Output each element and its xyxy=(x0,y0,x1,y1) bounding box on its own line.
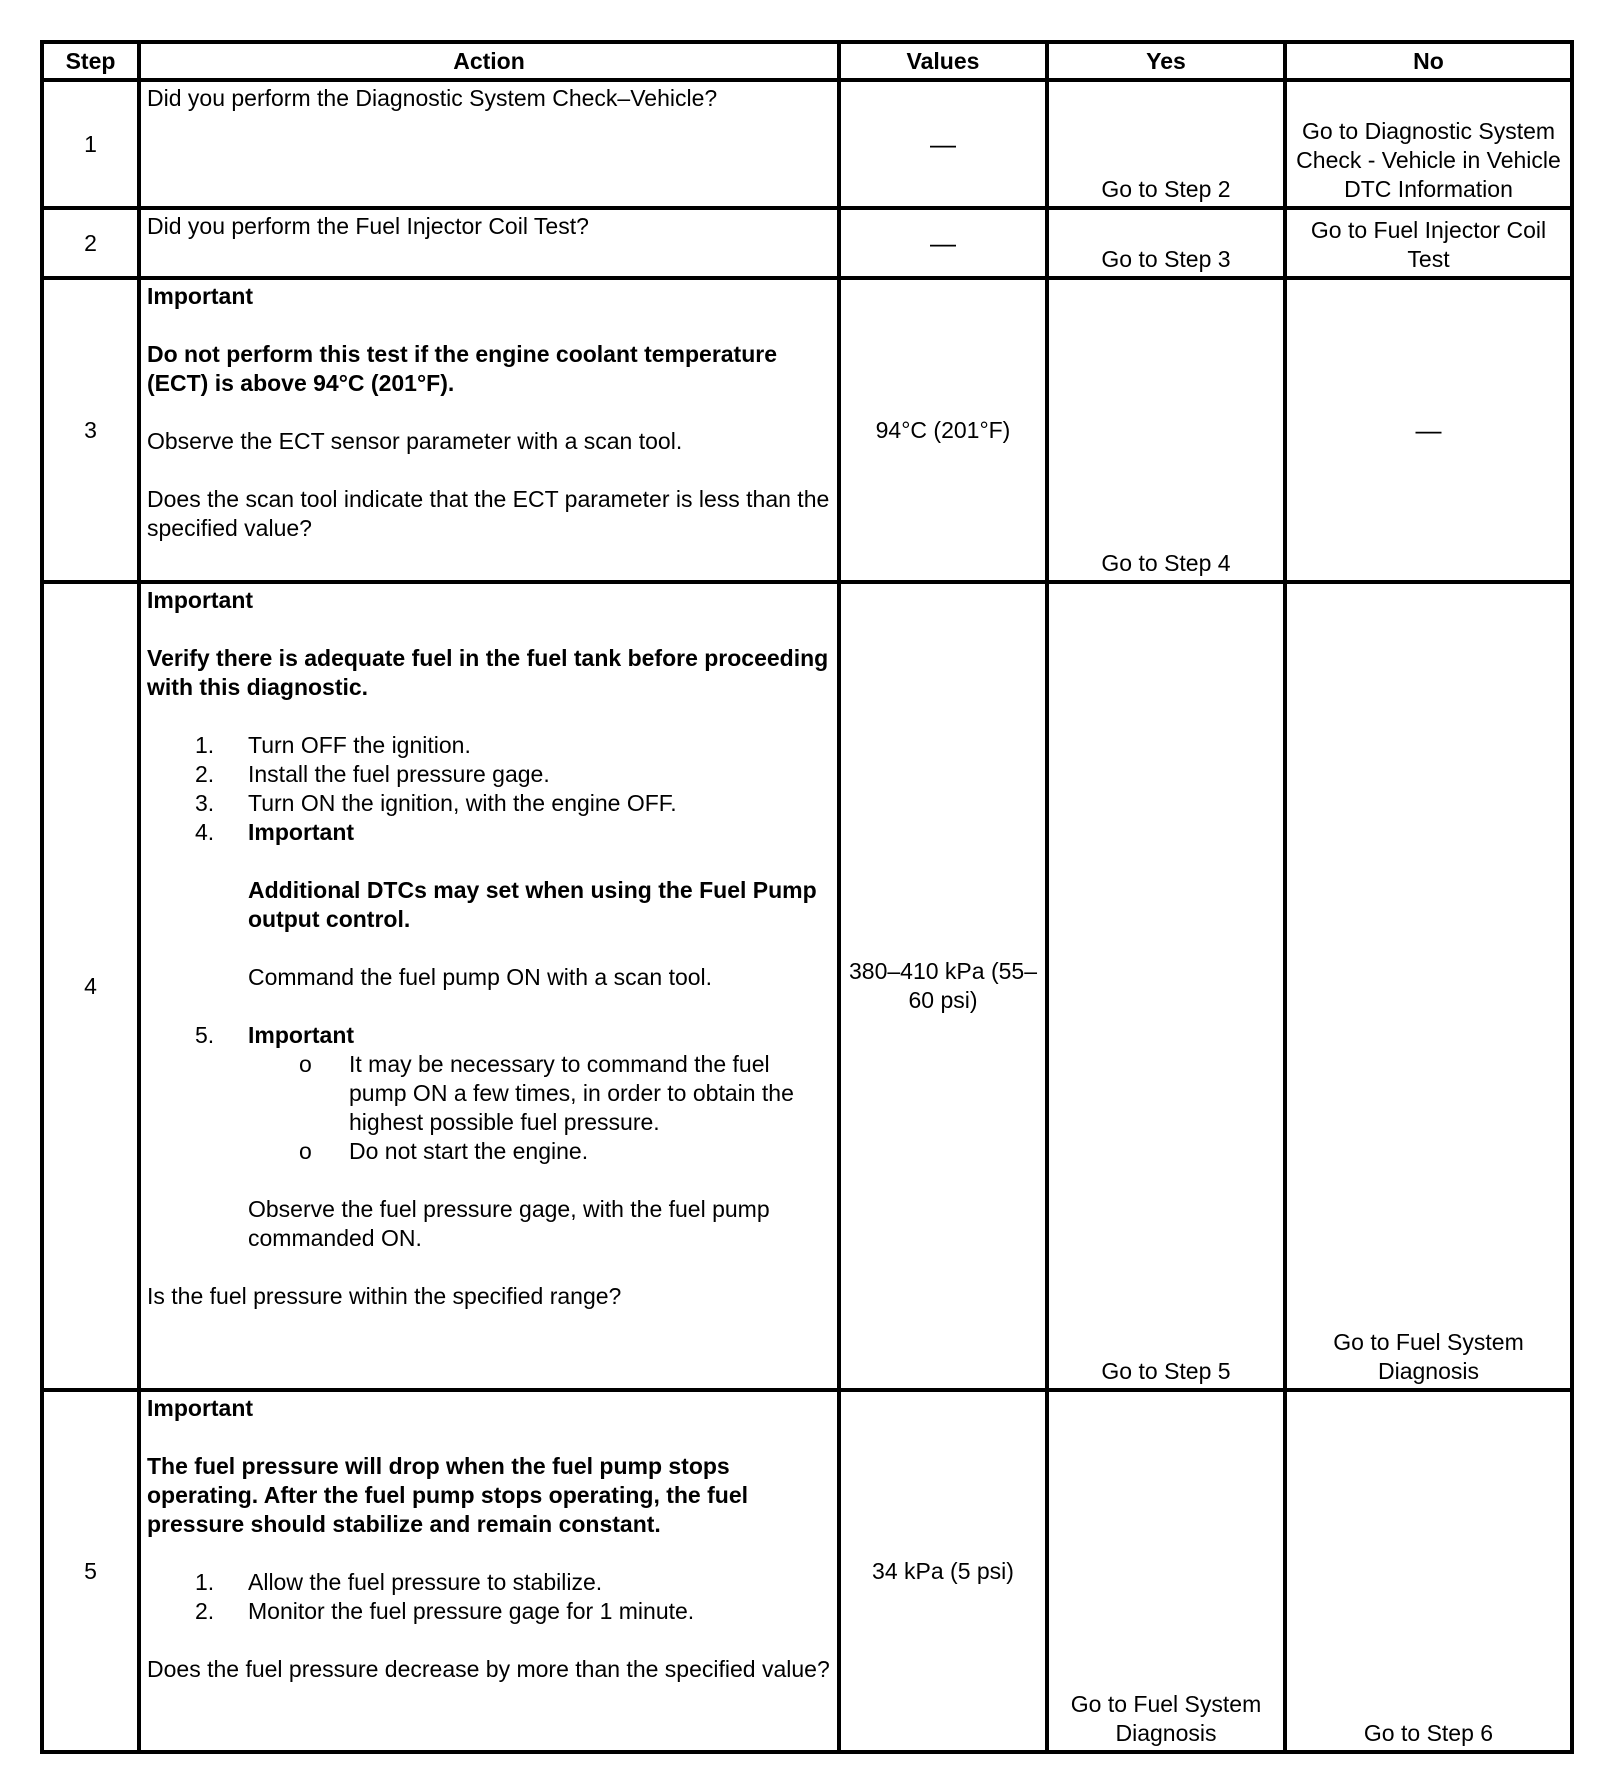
substep-list xyxy=(147,731,831,1253)
substep-number: 2. xyxy=(195,1598,215,1624)
warning-text: Verify there is adequate fuel in the fuel tank before proceeding with this diagnostic. xyxy=(147,645,829,700)
substep-text: Monitor the fuel pressure gage for 1 minute. xyxy=(248,1598,695,1624)
substep-text: Allow the fuel pressure to stabilize. xyxy=(248,1569,603,1595)
list-item xyxy=(147,760,831,789)
value-cell: 34 kPa (5 psi) xyxy=(839,1390,1047,1752)
no-cell: Go to Step 6 xyxy=(1285,1390,1572,1752)
no-cell: — xyxy=(1285,278,1572,582)
substep-number: 1. xyxy=(195,1569,215,1595)
substep-number: 3. xyxy=(195,790,215,816)
action-cell xyxy=(139,278,839,582)
important-label: Important xyxy=(147,283,254,309)
bullet-text: It may be necessary to command the fuel pump ON a few times, in order to obtain the highest possible fuel pressure. xyxy=(349,1051,794,1135)
action-cell xyxy=(139,208,839,278)
value-cell: — xyxy=(839,80,1047,208)
list-item xyxy=(147,1021,831,1253)
header-yes: Yes xyxy=(1047,42,1285,80)
no-cell: Go to Fuel Injector Coil Test xyxy=(1285,208,1572,278)
warning-text: The fuel pressure will drop when the fuel pump stops operating. After the fuel pump stops operating, the fuel pressure should stabilize and remain constant. xyxy=(147,1453,748,1537)
step-number: 5 xyxy=(42,1390,139,1752)
substep-number: 5. xyxy=(195,1022,215,1048)
step-number: 3 xyxy=(42,278,139,582)
list-item xyxy=(147,731,831,760)
bullet-mark: o xyxy=(299,1051,312,1077)
step-number: 2 xyxy=(42,208,139,278)
yes-cell: Go to Step 3 xyxy=(1047,208,1285,278)
value-cell: 94°C (201°F) xyxy=(839,278,1047,582)
action-cell xyxy=(139,80,839,208)
substep-text: Observe the fuel pressure gage, with the fuel pump commanded ON. xyxy=(248,1196,770,1251)
important-label: Important xyxy=(248,819,355,845)
warning-text: Do not perform this test if the engine coolant temperature (ECT) is above 94°C (201°F). xyxy=(147,341,778,396)
header-no: No xyxy=(1285,42,1572,80)
question-text: Does the fuel pressure decrease by more than the specified value? xyxy=(147,1656,830,1682)
yes-cell: Go to Step 4 xyxy=(1047,278,1285,582)
table-row xyxy=(42,582,1572,1390)
list-item xyxy=(147,1568,831,1597)
value-cell: 380–410 kPa (55–60 psi) xyxy=(839,582,1047,1390)
bullet-item xyxy=(248,1137,831,1166)
table-row xyxy=(42,278,1572,582)
header-step: Step xyxy=(42,42,139,80)
substep-number: 4. xyxy=(195,819,215,845)
table-row xyxy=(42,80,1572,208)
action-cell xyxy=(139,1390,839,1752)
substep-text: Turn ON the ignition, with the engine OFF. xyxy=(248,790,677,816)
action-cell xyxy=(139,582,839,1390)
header-row xyxy=(42,42,1572,80)
important-label: Important xyxy=(248,1022,355,1048)
bullet-item xyxy=(248,1050,831,1137)
bullet-mark: o xyxy=(299,1138,312,1164)
substep-text: Command the fuel pump ON with a scan tool. xyxy=(248,964,713,990)
substep-list xyxy=(147,1568,831,1626)
bullet-text: Do not start the engine. xyxy=(349,1138,589,1164)
substep-text: Install the fuel pressure gage. xyxy=(248,761,550,787)
no-cell: Go to Diagnostic System Check - Vehicle in Vehicle DTC Information xyxy=(1285,80,1572,208)
important-label: Important xyxy=(147,587,254,613)
question-text: Does the scan tool indicate that the ECT parameter is less than the specified value? xyxy=(147,486,830,541)
substep-text: Turn OFF the ignition. xyxy=(248,732,471,758)
table-row xyxy=(42,1390,1572,1752)
warning-text: Additional DTCs may set when using the Fuel Pump output control. xyxy=(248,877,817,932)
yes-cell: Go to Step 5 xyxy=(1047,582,1285,1390)
header-values: Values xyxy=(839,42,1047,80)
substep-number: 1. xyxy=(195,732,215,758)
table-row xyxy=(42,208,1572,278)
list-item xyxy=(147,1597,831,1626)
diagnostic-table xyxy=(40,40,1574,1754)
value-cell: — xyxy=(839,208,1047,278)
action-text: Did you perform the Fuel Injector Coil Test? xyxy=(147,213,589,239)
step-number: 1 xyxy=(42,80,139,208)
yes-cell: Go to Step 2 xyxy=(1047,80,1285,208)
instruction-text: Observe the ECT sensor parameter with a scan tool. xyxy=(147,428,683,454)
important-label: Important xyxy=(147,1395,254,1421)
yes-cell: Go to Fuel System Diagnosis xyxy=(1047,1390,1285,1752)
substep-number: 2. xyxy=(195,761,215,787)
no-cell: Go to Fuel System Diagnosis xyxy=(1285,582,1572,1390)
header-action: Action xyxy=(139,42,839,80)
question-text: Is the fuel pressure within the specified range? xyxy=(147,1283,622,1309)
list-item xyxy=(147,789,831,818)
step-number: 4 xyxy=(42,582,139,1390)
action-text: Did you perform the Diagnostic System Check–Vehicle? xyxy=(147,85,718,111)
bullet-list xyxy=(248,1050,831,1166)
list-item xyxy=(147,818,831,992)
